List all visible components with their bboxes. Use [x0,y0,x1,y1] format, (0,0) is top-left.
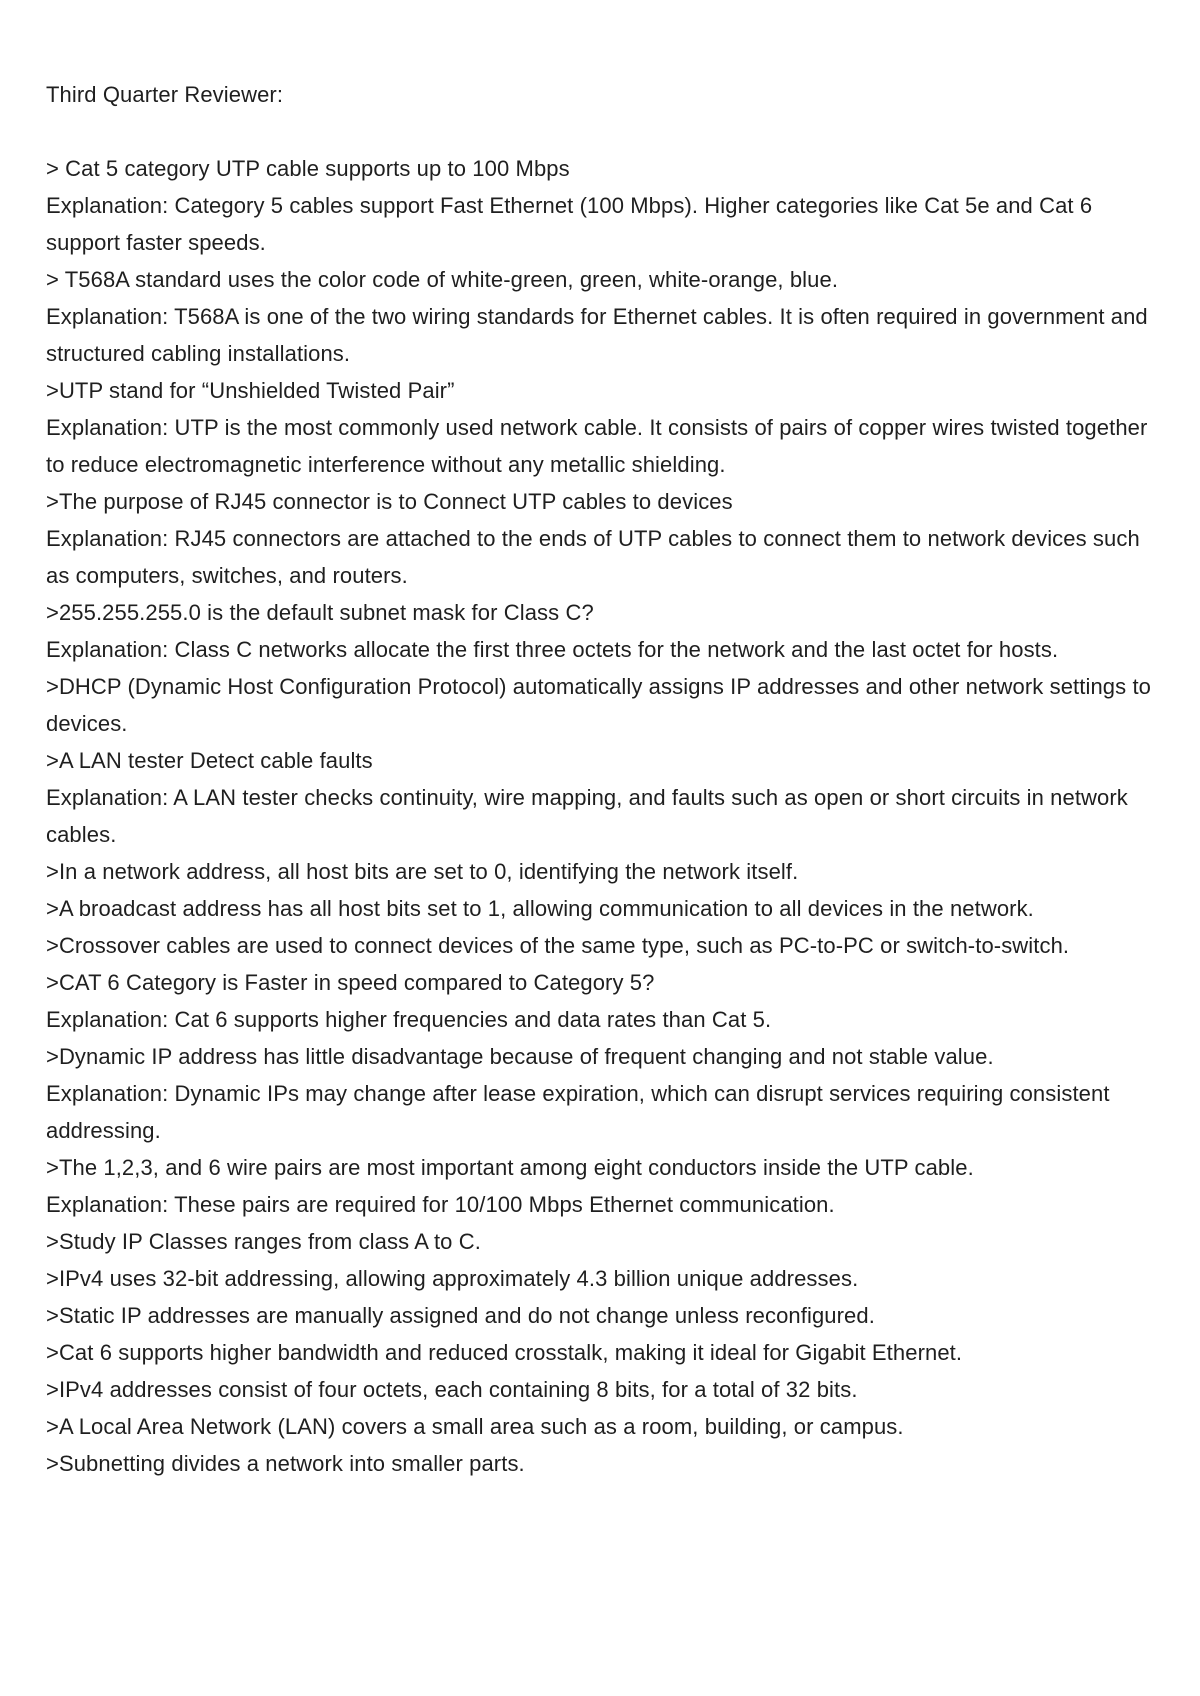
text-line: >A Local Area Network (LAN) covers a small area such as a room, building, or campus. [46,1414,904,1439]
text-line: >DHCP (Dynamic Host Configuration Protocol) automatically assigns IP addresses and other network settings to devices. [46,674,1151,736]
blank-line [46,113,1166,150]
text-line: >A LAN tester Detect cable faults [46,748,373,773]
text-line: >UTP stand for “Unshielded Twisted Pair” [46,378,455,403]
text-line: Explanation: RJ45 connectors are attached to the ends of UTP cables to connect them to network devices such as computers, switches, and routers. [46,526,1140,588]
text-line: >Static IP addresses are manually assigned and do not change unless reconfigured. [46,1303,875,1328]
text-line: Explanation: T568A is one of the two wiring standards for Ethernet cables. It is often required in government and structured cabling installations. [46,304,1148,366]
text-line: >Cat 6 supports higher bandwidth and reduced crosstalk, making it ideal for Gigabit Ethernet. [46,1340,963,1365]
text-line: Explanation: Category 5 cables support Fast Ethernet (100 Mbps). Higher categories like Cat 5e and Cat 6 support faster speeds. [46,193,1093,255]
text-line: Explanation: Dynamic IPs may change after lease expiration, which can disrupt services requiring consistent addressing. [46,1081,1110,1143]
text-line: > Cat 5 category UTP cable supports up to 100 Mbps [46,156,570,181]
text-line: >Crossover cables are used to connect devices of the same type, such as PC-to-PC or switch-to-switch. [46,933,1070,958]
text-line: >IPv4 uses 32-bit addressing, allowing approximately 4.3 billion unique addresses. [46,1266,859,1291]
text-line: >Study IP Classes ranges from class A to C. [46,1229,481,1254]
text-line: >IPv4 addresses consist of four octets, each containing 8 bits, for a total of 32 bits. [46,1377,858,1402]
text-line: >255.255.255.0 is the default subnet mask for Class C? [46,600,594,625]
text-line: >Dynamic IP address has little disadvantage because of frequent changing and not stable value. [46,1044,994,1069]
text-line: >The 1,2,3, and 6 wire pairs are most important among eight conductors inside the UTP cable. [46,1155,974,1180]
text-line: Explanation: A LAN tester checks continuity, wire mapping, and faults such as open or short circuits in network cables. [46,785,1128,847]
text-line: >CAT 6 Category is Faster in speed compared to Category 5? [46,970,655,995]
text-line: Explanation: Cat 6 supports higher frequencies and data rates than Cat 5. [46,1007,772,1032]
text-line: >In a network address, all host bits are set to 0, identifying the network itself. [46,859,799,884]
text-line: Explanation: These pairs are required for 10/100 Mbps Ethernet communication. [46,1192,835,1217]
text-line: >A broadcast address has all host bits set to 1, allowing communication to all devices in the network. [46,896,1034,921]
document-body [46,76,1166,1482]
text-line: Explanation: Class C networks allocate the first three octets for the network and the last octet for hosts. [46,637,1059,662]
document-title: Third Quarter Reviewer: [46,82,284,107]
text-line: >Subnetting divides a network into smaller parts. [46,1451,525,1476]
text-line: Explanation: UTP is the most commonly used network cable. It consists of pairs of copper wires twisted together to reduce electromagnetic interference without any metallic shielding. [46,415,1148,477]
text-line: > T568A standard uses the color code of white-green, green, white-orange, blue. [46,267,839,292]
text-line: >The purpose of RJ45 connector is to Connect UTP cables to devices [46,489,733,514]
